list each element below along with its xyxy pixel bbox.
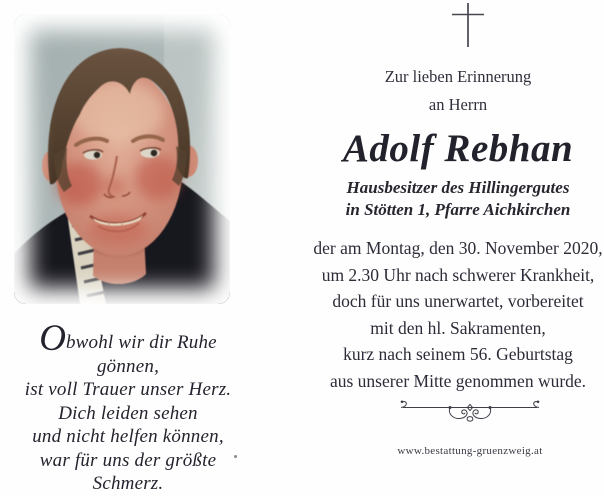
deceased-name: Adolf Rebhan	[342, 127, 574, 170]
poem-dropcap: O	[39, 318, 66, 359]
intro-line-2: an Herrn	[428, 95, 488, 114]
portrait-photo	[14, 14, 230, 304]
memorial-text-column	[310, 0, 604, 480]
memorial-poem	[6, 318, 250, 496]
funeral-home-website: www.bestattung-gruenzweig.at	[397, 445, 543, 457]
obituary-line: mit den hl. Sakramenten,	[370, 317, 546, 338]
poem-line-1-text: bwohl wir dir Ruhe gönnen,	[65, 332, 217, 377]
intro-line-1: Zur lieben Erinnerung	[384, 67, 532, 86]
intro-lines	[310, 63, 604, 119]
portrait-illustration	[14, 14, 230, 304]
obituary-line: doch für uns unerwartet, vorbereitet	[332, 291, 584, 311]
obituary-line: der am Montag, den 30. November 2020,	[313, 238, 603, 258]
obituary-line: kurz nach seinem 56. Geburtstag	[343, 344, 573, 364]
deceased-subtitle	[310, 177, 604, 220]
cross-icon	[451, 2, 485, 48]
flourish-divider-icon	[395, 398, 545, 426]
obituary-text	[310, 235, 604, 394]
obituary-line: aus unserer Mitte genommen wurde.	[329, 370, 587, 391]
poem-line-2: ist voll Trauer unser Herz.	[24, 379, 232, 400]
poem-line-1	[6, 318, 250, 378]
subtitle-line-2: in Stötten 1, Pfarre Aichkirchen	[345, 199, 571, 219]
obituary-line: um 2.30 Uhr nach schwerer Krankheit,	[321, 264, 595, 285]
subtitle-line-1: Hausbesitzer des Hillingergutes	[346, 178, 570, 197]
poem-line-5: war für uns der größte Schmerz.	[39, 449, 217, 494]
poem-line-3: Dich leiden sehen	[58, 402, 198, 424]
poem-line-4: und nicht helfen können,	[32, 426, 224, 447]
scan-speck	[234, 455, 237, 458]
